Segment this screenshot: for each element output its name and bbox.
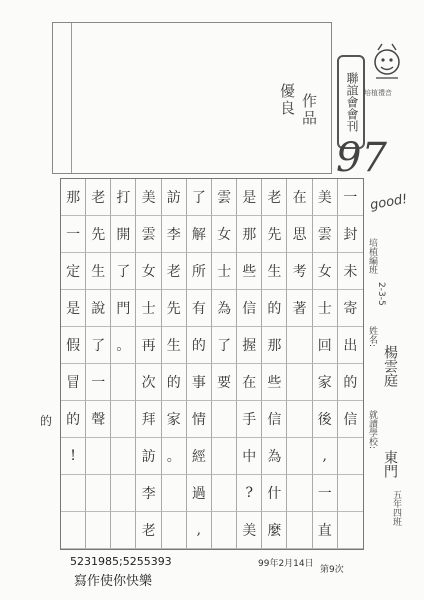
grid-cell: 一 xyxy=(61,216,86,253)
grid-cell: 生 xyxy=(86,253,111,290)
mascot-logo-icon xyxy=(368,40,406,88)
class-label: 培植編班 xyxy=(367,238,377,274)
grid-cell: 未 xyxy=(338,253,363,290)
grid-cell: 雲 xyxy=(313,216,338,253)
grid-cell: 要 xyxy=(212,364,237,401)
grid-cell: 有 xyxy=(187,290,212,327)
grid-cell: 門 xyxy=(111,290,136,327)
grid-cell: 回 xyxy=(313,327,338,364)
grid-cell: 。 xyxy=(111,327,136,364)
grid-cell: 為 xyxy=(262,438,287,475)
grid-cell: 老 xyxy=(262,179,287,216)
grid-cell: 老 xyxy=(162,253,187,290)
grid-cell: 打 xyxy=(111,179,136,216)
grid-cell xyxy=(111,364,136,401)
grid-cell: 的 xyxy=(262,290,287,327)
grid-cell: 過 xyxy=(187,475,212,512)
score: 97 xyxy=(336,135,387,181)
grid-cell: 士 xyxy=(212,253,237,290)
teacher-comment: good! xyxy=(368,191,409,214)
grid-cell: 事 xyxy=(187,364,212,401)
grid-cell: 是 xyxy=(61,290,86,327)
grid-cell: 家 xyxy=(162,401,187,438)
grid-cell: 冒 xyxy=(61,364,86,401)
grid-cell: 開 xyxy=(111,216,136,253)
grid-cell: 了 xyxy=(111,253,136,290)
grid-cell: ? xyxy=(237,475,262,512)
grid-cell xyxy=(287,512,312,549)
grid-cell: 那 xyxy=(262,327,287,364)
grid-cell: 家 xyxy=(313,364,338,401)
grid-cell xyxy=(287,475,312,512)
grid-cell: 封 xyxy=(338,216,363,253)
footer-page: 第9次 xyxy=(320,565,344,575)
grid-cell: 美 xyxy=(136,179,161,216)
grid-cell: 思 xyxy=(287,216,312,253)
grid-cell: 李 xyxy=(162,216,187,253)
grid-cell: 一 xyxy=(86,364,111,401)
grid-cell: ! xyxy=(61,438,86,475)
grid-cell: 的 xyxy=(338,364,363,401)
grid-cell xyxy=(162,475,187,512)
grid-cell xyxy=(287,364,312,401)
grid-cell xyxy=(61,512,86,549)
grid-cell: 出 xyxy=(338,327,363,364)
grid-cell: 聲 xyxy=(86,401,111,438)
grid-cell: 解 xyxy=(187,216,212,253)
grid-cell xyxy=(86,512,111,549)
grid-cell: 美 xyxy=(313,179,338,216)
quality-stamp xyxy=(277,63,325,173)
name-label: 姓名: xyxy=(367,326,377,348)
grid-cell: 生 xyxy=(262,253,287,290)
grid-cell: 麼 xyxy=(262,512,287,549)
grid-cell: 信 xyxy=(237,290,262,327)
grid-cell: 先 xyxy=(86,216,111,253)
grid-cell: 那 xyxy=(237,216,262,253)
grid-cell xyxy=(212,401,237,438)
grid-cell: 所 xyxy=(187,253,212,290)
grid-cell xyxy=(86,475,111,512)
header-box xyxy=(52,22,332,174)
grid-cell: 士 xyxy=(313,290,338,327)
quality-label-1: 優良 xyxy=(278,83,296,117)
grid-cell: 著 xyxy=(287,290,312,327)
grid-cell: 一 xyxy=(313,475,338,512)
grid-cell xyxy=(212,512,237,549)
grade-value: 五年四班 xyxy=(391,490,401,526)
grid-cell: 手 xyxy=(237,401,262,438)
grid-cell: 的 xyxy=(187,327,212,364)
grid-cell xyxy=(86,438,111,475)
grid-cell: 訪 xyxy=(136,438,161,475)
grid-cell: 美 xyxy=(237,512,262,549)
class-value: 2-3-5 xyxy=(376,282,386,306)
grid-cell xyxy=(111,475,136,512)
school-value: 東門 xyxy=(382,450,398,478)
grid-cell: 握 xyxy=(237,327,262,364)
grid-cell: 雲 xyxy=(136,216,161,253)
grid-cell: 老 xyxy=(136,512,161,549)
grid-cell xyxy=(212,475,237,512)
grid-cell: 說 xyxy=(86,290,111,327)
grid-cell: 直 xyxy=(313,512,338,549)
grid-cell: 生 xyxy=(162,327,187,364)
grid-cell xyxy=(111,512,136,549)
margin-note: 的 xyxy=(40,414,53,428)
logo-caption: 培植禮音 xyxy=(364,89,392,97)
grid-cell: 拜 xyxy=(136,401,161,438)
grid-cell: 李 xyxy=(136,475,161,512)
grid-cell: 為 xyxy=(212,290,237,327)
footer-slogan: 寫作使你快樂 xyxy=(74,574,153,589)
grid-cell xyxy=(111,438,136,475)
name-value: 楊雲庭 xyxy=(382,345,398,387)
grid-cell: 些 xyxy=(237,253,262,290)
footer-date: 99年2月14日 xyxy=(258,559,314,569)
grid-cell xyxy=(338,475,363,512)
grid-cell: 信 xyxy=(338,401,363,438)
grid-cell: 後 xyxy=(313,401,338,438)
grid-cell: 女 xyxy=(313,253,338,290)
grid-cell xyxy=(111,401,136,438)
header-divider xyxy=(71,23,72,173)
grid-cell: 在 xyxy=(237,364,262,401)
grid-cell: 先 xyxy=(262,216,287,253)
grid-cell xyxy=(287,401,312,438)
grid-cell: 假 xyxy=(61,327,86,364)
grid-cell: 了 xyxy=(187,179,212,216)
grid-cell: 什 xyxy=(262,475,287,512)
grid-cell: , xyxy=(313,438,338,475)
grid-cell: 次 xyxy=(136,364,161,401)
grid-cell: 是 xyxy=(237,179,262,216)
grid-cell: 些 xyxy=(262,364,287,401)
grid-cell: 一 xyxy=(338,179,363,216)
grid-cell: 在 xyxy=(287,179,312,216)
grid-cell: 雲 xyxy=(212,179,237,216)
quality-label-2: 作品 xyxy=(300,93,318,127)
grid-cell: 女 xyxy=(136,253,161,290)
grid-cell xyxy=(212,438,237,475)
grid-cell: 先 xyxy=(162,290,187,327)
grid-cell: 定 xyxy=(61,253,86,290)
footer-phone: 5231985;5255393 xyxy=(70,555,172,568)
grid-cell: 。 xyxy=(162,438,187,475)
grid-cell: 的 xyxy=(162,364,187,401)
grid-cell xyxy=(338,512,363,549)
writing-grid xyxy=(60,178,364,550)
grid-cell: 訪 xyxy=(162,179,187,216)
grid-cell: 考 xyxy=(287,253,312,290)
grid-cell: 女 xyxy=(212,216,237,253)
grid-cell xyxy=(287,438,312,475)
grid-cell: 信 xyxy=(262,401,287,438)
grid-cell: 情 xyxy=(187,401,212,438)
grid-cell: 的 xyxy=(61,401,86,438)
grid-cell xyxy=(338,438,363,475)
collection-tag: 聯誼會會刊 xyxy=(337,55,365,149)
grid-cell: 士 xyxy=(136,290,161,327)
grid-cell: 那 xyxy=(61,179,86,216)
grid-cell: 寄 xyxy=(338,290,363,327)
grid-cell xyxy=(287,327,312,364)
school-label: 就讀學校: xyxy=(367,410,377,450)
grid-cell: 了 xyxy=(212,327,237,364)
grid-cell: 老 xyxy=(86,179,111,216)
grid-cell xyxy=(162,512,187,549)
grid-cell: 中 xyxy=(237,438,262,475)
grid-cell: 再 xyxy=(136,327,161,364)
grid-cell: 了 xyxy=(86,327,111,364)
grid-cell: , xyxy=(187,512,212,549)
grid-cell xyxy=(61,475,86,512)
grid-cell: 經 xyxy=(187,438,212,475)
